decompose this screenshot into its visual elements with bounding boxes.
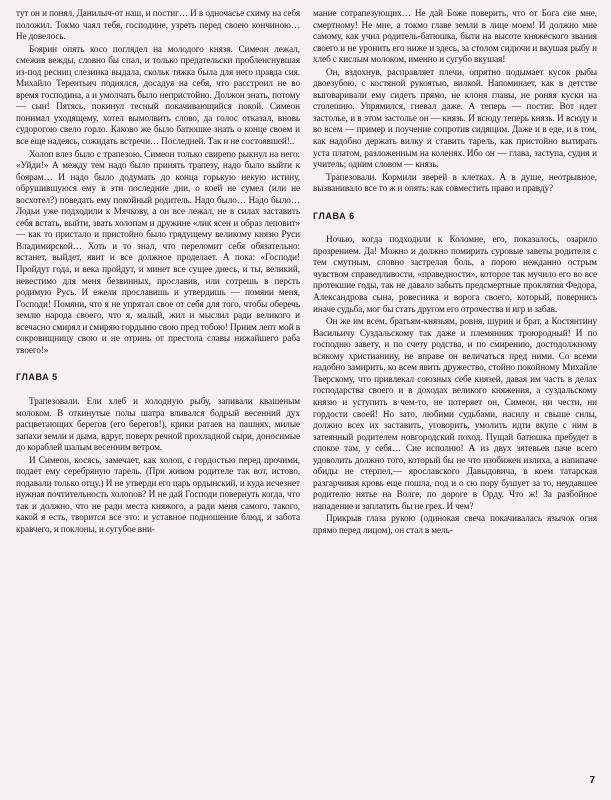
paragraph: тут он и понял, Данилыч-от наш, и постиг… И в одночасье схиму на себя положил. Токмо чаял тебя, господине, узреть перед своею кончиною… Не довелось. xyxy=(16,8,300,42)
chapter-heading: ГЛАВА 5 xyxy=(16,372,58,383)
paragraph: Он, вздохнув, расправляет плечи, опрятно подымает кусок рыбы двоезубою, с костяной рукоятью, вилкой. Напоминает, как в детстве выговаривали ему сидеть прямо, не клоня главы, не роняя куски на столешню. Упрямился, гневал даже. А теперь — постиг. Вот идет застолье, и в этом застолье он — князь. И всюду теперь князь. И всюду и во всем — пример и поучение сопротив сидящим. Даже и в еде, и в том, как надобно держать вилку и ставить тарель, как пристойно вытирать уста платом, разложенным на коленях. Ибо он — глава, заступа, судия и учитель; одним словом — князь. xyxy=(313,66,597,170)
paragraph: Трапезовали. Ели хлеб и холодную рыбу, запивали квашеным молоком. В откинутые полы шатра вливался бодрый весенний дух расцветающих берегов (его берегов!), крики ратаев на пашнях, милые запахи земли и дыма, вдруг, поверх речной прохладной сыри, доносимые до кораблей шалым весенним ветром. xyxy=(16,395,300,453)
paragraph: Он же им всем, братьям-князьям, ровня, шурин и брат, а Костянтину Васильичу Суздальскому так даже и племянник троюродный! И по господню завету, и по счету родства, и по смирению, достодолжному всякому христианину, не вправе он величаться пред ними. Со всеми надобно замирить, ко всем явить дружество, стойно покойному Михайле Тверскому, что привлекал союзных себе князей, давая им часть в делах господарства своего и в доходах великого княжения, а суздальскому князю и уступить в·чем-то, не потеряет он, Симеон, ни чести, ни гордости своей! Но зато, любими судьбами, насилу и свыше силы, должно всех их заставить, уговорить, умолить идти вкупе с ним в затеянный родителем новгородский поход. Пущай батюшка пребудет в спокое там, у себя… Сие исполню! А из двух зятевьев паче всего удоволить должно того, который бы не что изобижен излиха, а напипаче обиды не стерпел,— ярославского Давыдовича, в коем татарская разгарчивая кровь еще пошла, под и о сю пору бушует за то, неудавшее родителю нятье на Волге, по дороге в Орду. Что ж! За разбойное нападение и заплатить бы не грех. И чем? xyxy=(313,316,597,511)
left-column xyxy=(16,8,300,536)
paragraph: Трапезовали. Кормили зверей в клетках. А в душе, неотрывное, вызванивало все то ж и опять: как совместить право и правду? xyxy=(313,171,597,194)
paragraph: мание сотрапезующих… Не дай Боже поверить, что от Бога сие мне, смертному! Не мне, а токмо главе земли в лице моем! И должно мне самому, как учил родитель-батюшка, быти на высоте княжеского звания своего и не уронить его ниже и здесь, за столом сидючи и вкушая рыбу и хлеб с кислым молоком, именно и сугубо вкушая! xyxy=(313,8,597,65)
paragraph: Боярин опять косо поглядел на молодого князя. Симеон лежал, смежив вежды, словно бы спал, и только предательски пробленснувшая из-под ресниц слезинка выдала, скольк тяжка была для него правда сия. Михайло Терентьич поднялся, досадуя на себя, что расстроил не во время господина, а и умолчать было непристойно. Должон знать, потому — сын! Пятясь, покинул тесный покачивающийся покой. Симеон понимал уходящему, хотел вымолвить слово, да голос отказал, вновь судорогою свело горло. Каково же было батюшке знать о конце своем и все еще надеясь, сожидать встречи… Последней. Так и не состоявшей!.. xyxy=(16,43,300,147)
paragraph: Ночью, когда подходили к Коломне, его, показалось, озарило прозрением. Да! Можно и должно помирить суровые заветы родителя с тем смутным, словно застрелая боль, а порою нежданно острым чувством справедливости, «праведности», которое так мучило его во все протекшие годы, так не давало забыть предсмертные проклятия Федора, Александрова сына, ровесника и ворога своего, который, повернись иначе судьба, мог бы стать другом его отрочества и игр и забав. xyxy=(313,234,597,314)
page-number: 7 xyxy=(589,775,595,786)
right-column xyxy=(313,8,597,537)
paragraph: Прикрыв глаза рукою (одинокая свеча покачивалась язычок огня прямо перед лицом), он стал в мель- xyxy=(313,513,597,535)
paragraph: Холоп влез было с трапезою. Симеон только свирепо рыкнул на него: «Уйди!» А между тем надо было принять трапезу, надо было выйти к боярам… И надо было додумать до конца горькую некую истину, обрушившуюся ему в эти последние дни, о коей не сумел (или не восхотел?) поведать ему покойный родитель. Надо было… Надо было… Лодьи уже подходили к Мячкову, а он все лежал, не в силах заставить себя встать, выйти, звать холопам и дружине «лик ясен и образ леповит» — как то пристало и пристойно было грядущему великому князю Руси Владимирской… Хоть и то знал, что переломит себя обязательно: встанет, выйдет, явит и все должное проделает. А пока: «Господи! Пройдут года, и века пройдут, и минет все сущее днесь, и ты, великий, невестимо для меня безвинных, прославив, или сотрешь в персть родимую Русь. И ежели прославишь и утвердишь — помяни меня, Господи! Помяни, что я не упрятал свое от себя для того, чтобы оберечь землю народа своего, что я, малый, жил и мыслил ради великого и всечасно смирял и смиряю гордыню свою пред тобою! Приим лепт мой в сокровищницу свою и не отринь от престола славы нижайшего раба твоего!» xyxy=(16,148,300,355)
paragraph: И Симеон, косясь, замечает, как холоп, с гордостью перед прочими, подает ему серебряную тарель. (При живом родителе так вот, истово, подавали только отцу.) И не утверди его царь ордынский, и куда исчезнет нужная почтительность холопов? И не дай Господи повернуть когда, что так и должно, что не ради места княжого, а ради меня самого, такого, какой я есть, творится все это: и уставное подношение блюд, и забота кравчего, и поклоны, и сугубое вни- xyxy=(16,454,300,534)
chapter-heading: ГЛАВА 6 xyxy=(313,210,355,221)
